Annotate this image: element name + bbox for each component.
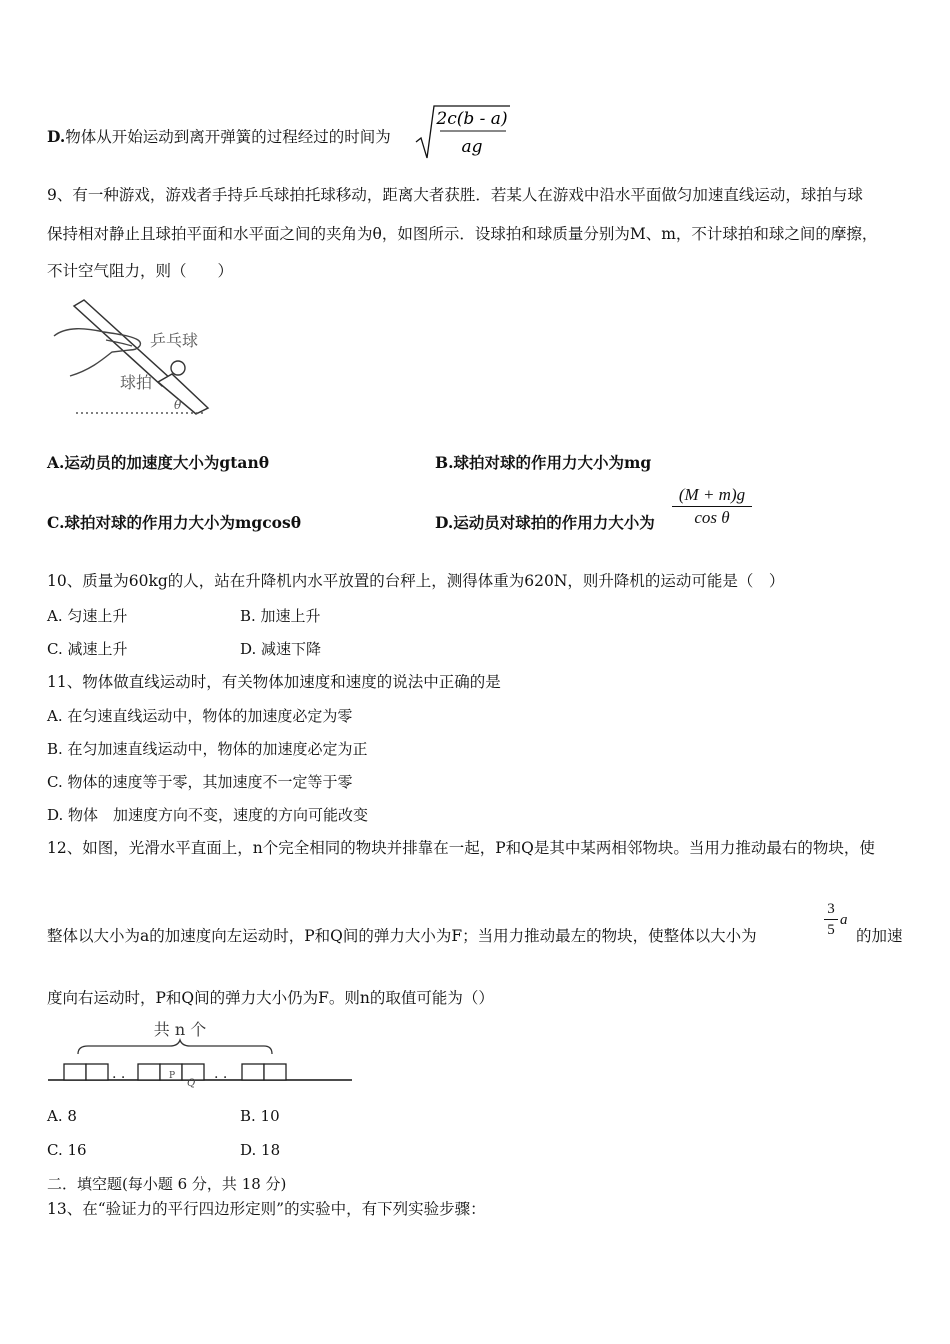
q11-option-d: D. 物体 加速度方向不变，速度的方向可能改变 bbox=[47, 806, 369, 824]
block bbox=[138, 1064, 160, 1080]
q10-option-d: D. 减速下降 bbox=[240, 640, 322, 658]
q9-figure bbox=[46, 296, 216, 420]
dots-left: . . bbox=[112, 1066, 126, 1082]
block bbox=[64, 1064, 86, 1080]
racket-blade bbox=[158, 374, 208, 414]
dots-right: . . bbox=[214, 1066, 228, 1082]
q9-option-d: D.运动员对球拍的作用力大小为 bbox=[435, 513, 655, 532]
q8-sqrt-formula bbox=[414, 100, 514, 164]
label-angle: θ bbox=[174, 398, 182, 412]
q9-option-b: B.球拍对球的作用力大小为mg bbox=[435, 453, 652, 472]
q12-figure bbox=[44, 1016, 356, 1090]
q12-option-b: B. 10 bbox=[240, 1107, 280, 1125]
q12-option-a: A. 8 bbox=[47, 1107, 77, 1125]
label-q: Q bbox=[187, 1078, 196, 1089]
q12-stem-line1: 12、如图，光滑水平直面上，n个完全相同的物块并排靠在一起，P和Q是其中某两相邻物块。当用力推动最右的物块，使 bbox=[47, 839, 875, 857]
block bbox=[242, 1064, 264, 1080]
label-racket: 球拍 bbox=[120, 373, 153, 392]
brace bbox=[78, 1040, 272, 1054]
q12-fraction-tail: a bbox=[840, 912, 848, 928]
q9-option-d-formula bbox=[672, 485, 752, 529]
q9-option-a: A.运动员的加速度大小为gtanθ bbox=[47, 453, 270, 472]
label-n-blocks: 共 n 个 bbox=[153, 1020, 207, 1039]
q9-stem-line2: 保持相对静止且球拍平面和水平面之间的夹角为θ，如图所示．设球拍和球质量分别为M、m，不计球拍和球之间的摩擦， bbox=[47, 225, 878, 243]
q8-option-d bbox=[47, 127, 391, 148]
q11-option-a: A. 在匀速直线运动中，物体的加速度必定为零 bbox=[47, 707, 353, 725]
q11-stem: 11、物体做直线运动时，有关物体加速度和速度的说法中正确的是 bbox=[47, 673, 501, 691]
q12-fraction-den: 5 bbox=[827, 922, 835, 938]
q13-stem: 13、在“验证力的平行四边形定则”的实验中，有下列实验步骤： bbox=[47, 1200, 486, 1218]
q9-formula-denominator: cos θ bbox=[694, 508, 730, 528]
label-ball: 乒乓球 bbox=[150, 331, 199, 350]
q12-fraction-num: 3 bbox=[827, 901, 835, 917]
q10-option-c: C. 减速上升 bbox=[47, 640, 128, 658]
q11-option-b: B. 在匀加速直线运动中，物体的加速度必定为正 bbox=[47, 740, 368, 758]
q8-option-d-label: D. bbox=[47, 127, 66, 146]
label-p: P bbox=[169, 1071, 176, 1081]
q9-stem-line1: 9、有一种游戏，游戏者手持乒乓球拍托球移动，距离大者获胜．若某人在游戏中沿水平面做匀加速直线运动，球拍与球 bbox=[47, 186, 863, 204]
q8-formula-denominator: ag bbox=[461, 137, 483, 157]
section-title: 二．填空题(每小题 6 分，共 18 分) bbox=[47, 1175, 287, 1193]
q12-option-c: C. 16 bbox=[47, 1141, 87, 1159]
q9-option-c: C.球拍对球的作用力大小为mgcosθ bbox=[47, 513, 302, 532]
q9-stem-line3: 不计空气阻力，则（ ） bbox=[47, 262, 234, 280]
block bbox=[86, 1064, 108, 1080]
q11-option-c: C. 物体的速度等于零，其加速度不一定等于零 bbox=[47, 773, 353, 791]
q10-stem: 10、质量为60kg的人，站在升降机内水平放置的台秤上，测得体重为620N，则升降机的运动可能是（ ） bbox=[47, 572, 785, 590]
q12-fraction bbox=[824, 900, 838, 939]
block bbox=[264, 1064, 286, 1080]
q10-option-b: B. 加速上升 bbox=[240, 607, 321, 625]
q12-stem-line2b: 的加速 bbox=[856, 927, 903, 945]
q12-stem-line3: 度向右运动时，P和Q间的弹力大小仍为F。则n的取值可能为（） bbox=[47, 989, 494, 1007]
q10-option-a: A. 匀速上升 bbox=[47, 607, 128, 625]
q8-formula-numerator: 2c(b - a) bbox=[436, 109, 508, 129]
q8-option-d-text: 物体从开始运动到离开弹簧的过程经过的时间为 bbox=[65, 128, 391, 146]
q12-stem-line2a: 整体以大小为a的加速度向左运动时，P和Q间的弹力大小为F；当用力推动最左的物块，使整体以大小为 bbox=[47, 927, 757, 945]
q12-option-d: D. 18 bbox=[240, 1141, 281, 1159]
q9-formula-numerator: (M + m)g bbox=[678, 485, 746, 504]
ball-icon bbox=[171, 361, 185, 375]
